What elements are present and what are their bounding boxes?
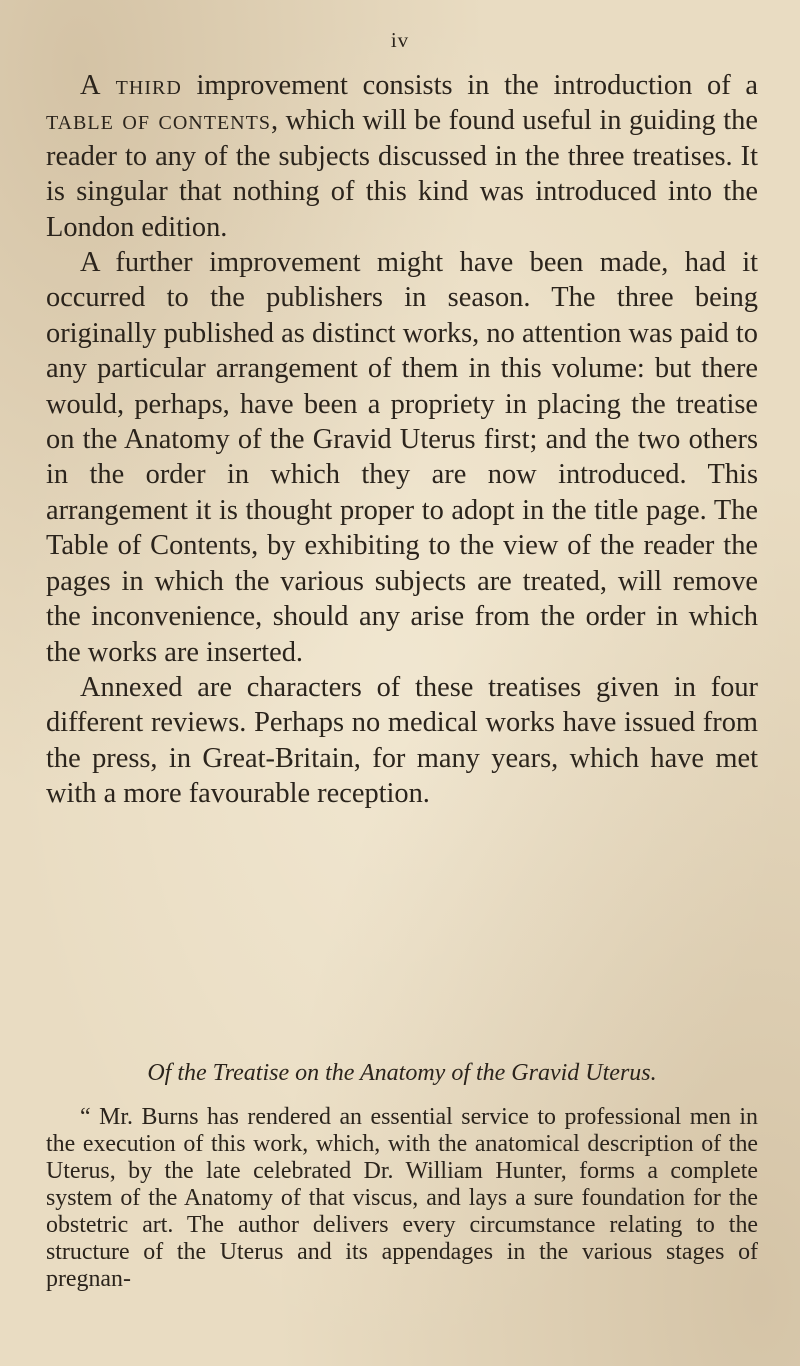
paragraph-text: , which will be found useful in guiding the reader to any of the subjects discussed in the three treatises. It is singular that nothing of this kind was introduced into the London edition. bbox=[46, 105, 758, 243]
table-of-contents-caps: table of contents bbox=[46, 105, 271, 137]
paragraph-lead: A third bbox=[80, 70, 182, 101]
paragraph-contents bbox=[46, 68, 758, 245]
review-quote: “ Mr. Burns has rendered an essential service to professional men in the execution of this work, which, with the anatomical description of the Uterus, by the late celebrated Dr. William Hunter, forms a complete system of the Anatomy of that viscus, and lays a sure foundation for the obstetric art. The author delivers every circumstance relating to the structure of the Uterus and its appendages in the various stages of pregnan- bbox=[46, 1104, 758, 1292]
paragraph-reviews: Annexed are characters of these treatises given in four different reviews. Perhaps no medical works have issued from the press, in Great-Britain, for many years, which have met with a more favourable reception. bbox=[46, 671, 758, 810]
review-heading: Of the Treatise on the Anatomy of the Gravid Uterus. bbox=[147, 1060, 657, 1086]
paragraph-improvement: A further improvement might have been made, had it occurred to the publishers in season. The three being originally published as distinct works, no attention was paid to any particular arrangement of them in this volume: but there would, perhaps, have been a propriety in placing the treatise on the Anatomy of the Gravid Uterus first; and the two others in the order in which they are now introduced. This arrangement it is thought proper to adopt in the title page. The Table of Contents, by exhibiting to the view of the reader the pages in which the various subjects are treated, will remove the inconvenience, should any arise from the order in which the works are inserted. bbox=[46, 247, 758, 668]
page-number: iv bbox=[390, 28, 410, 52]
paragraph-text: improvement consists in the introduction of a bbox=[181, 70, 758, 101]
body-text bbox=[46, 68, 758, 812]
